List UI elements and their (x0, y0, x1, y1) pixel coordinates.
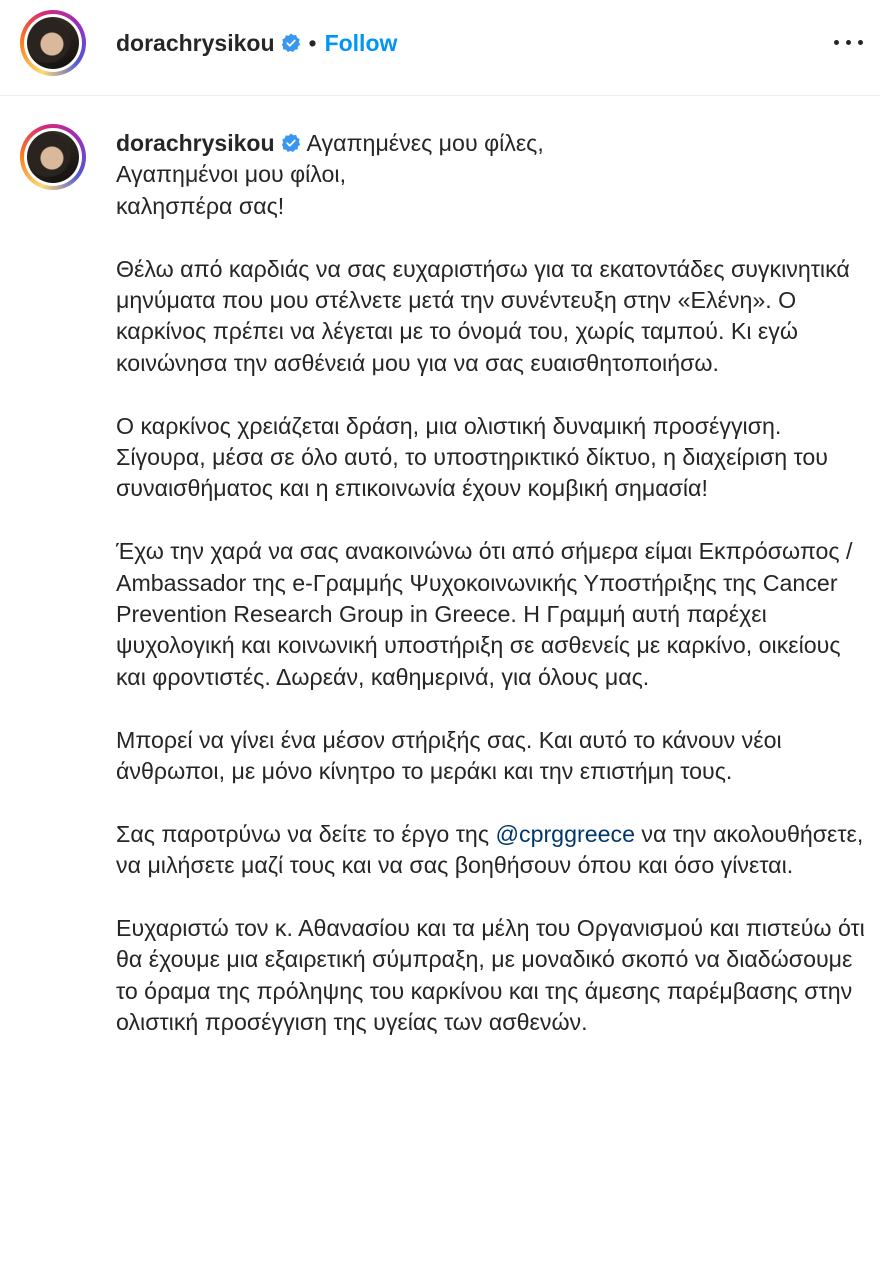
avatar-photo (27, 131, 79, 183)
caption-username[interactable]: dorachrysikou (116, 130, 275, 156)
caption-paragraph: Μπορεί να γίνει ένα μέσον στήριξής σας. Και αυτό το κάνουν νέοι άνθρωποι, με μόνο κίνητρο το μεράκι και την επιστήμη τους. (116, 726, 782, 785)
separator-dot: • (308, 30, 317, 56)
caption-avatar[interactable] (20, 124, 86, 190)
mention-text-after: να την ακολουθήσετε, να μιλήσετε μαζί τους και να σας βοηθήσουν όπου και όσο γίνεται. (116, 820, 864, 879)
header-user-line (116, 28, 397, 58)
greeting-line: Αγαπημένοι μου φίλοι, (116, 161, 347, 188)
more-horizontal-icon[interactable] (832, 30, 866, 54)
header-username[interactable]: dorachrysikou (116, 30, 275, 56)
verified-badge-icon (281, 33, 301, 53)
caption-paragraph: Έχω την χαρά να σας ανακοινώνω ότι από σήμερα είμαι Εκπρόσωπος / Ambassador της e-Γραμμής Ψυχοκοινωνικής Υποστήριξης της Cancer Prevention Research Group in Greece. Η Γραμμή αυτή παρέχει ψυχολογική και κοινωνική υποστήριξη σε ασθενείς με καρκίνο, οικείους και φροντιστές. Δωρεάν, καθημερινά, για όλους μας. (116, 538, 853, 690)
caption-paragraph: Ευχαριστώ τον κ. Αθανασίου και τα μέλη του Οργανισμού και πιστεύω ότι θα έχουμε μια εξαιρετική σύμπραξη, με μοναδικό σκοπό να διαδώσουμε το όραμα της πρόληψης του καρκίνου και της άμεσης παρέμβασης στην ολιστική προσέγγιση της υγείας των ασθενών. (116, 915, 865, 1036)
verified-badge-icon (281, 133, 301, 153)
greeting-line: Αγαπημένες μου φίλες, (306, 130, 544, 156)
post-caption (116, 128, 866, 1070)
follow-button[interactable]: Follow (324, 30, 398, 56)
mention-text-before: Σας παροτρύνω να δείτε το έργο της (116, 820, 496, 847)
caption-greeting (116, 128, 866, 222)
avatar-photo (27, 17, 79, 69)
caption-paragraph-mention (116, 819, 866, 882)
mention-link[interactable]: @cprggreece (495, 820, 635, 847)
caption-paragraph: Ο καρκίνος χρειάζεται δράση, μια ολιστική δυναμική προσέγγιση. Σίγουρα, μέσα σε όλο αυτό, το υποστηρικτικό δίκτυο, η διαχείριση του συναισθήματος και η επικοινωνία έχουν κομβική σημασία! (116, 412, 828, 502)
profile-avatar[interactable] (20, 10, 86, 76)
greeting-line: καλησπέρα σας! (116, 192, 285, 219)
caption-paragraph: Θέλω από καρδιάς να σας ευχαριστήσω για τα εκατοντάδες συγκινητικά μηνύματα που μου στέλνετε μετά την συνέντευξη στην «Ελένη». Ο καρκίνος πρέπει να λέγεται με το όνομά του, χωρίς ταμπού. Κι εγώ κοινώνησα την ασθένειά μου για να σας ευαισθητοποιήσω. (116, 255, 850, 376)
post-header (0, 0, 880, 96)
